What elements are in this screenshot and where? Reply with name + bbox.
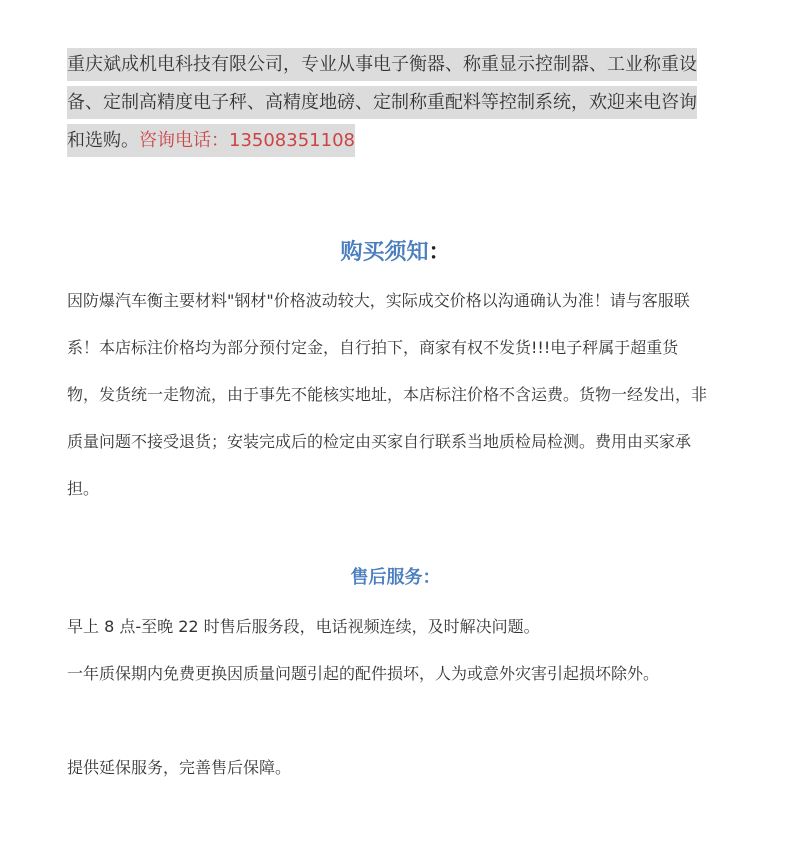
purchase-notice-colon: ： bbox=[428, 240, 451, 265]
company-intro bbox=[67, 46, 697, 160]
purchase-notice-body: 因防爆汽车衡主要材料"钢材"价格波动较大，实际成交价格以沟通确认为准！请与客服联系！本店标注价格均为部分预付定金，自行拍下，商家有权不发货!!!电子秤属于超重货物，发货统一走物流，由于事先不能核实地址，本店标注价格不含运费。货物一经发出，非质量问题不接受退货；安装完成后的检定由买家自行联系当地质检局检测。费用由买家承担。 bbox=[67, 291, 708, 498]
after-sales-item: 早上 8 点-至晚 22 时售后服务段，电话视频连续，及时解决问题。 bbox=[67, 617, 540, 636]
intro-text: 重庆斌成机电科技有限公司，专业从事电子衡器、称重显示控制器、工业称重设备、定制高精度电子秤、高精度地磅、定制称重配料等控制系统，欢迎来电咨询和选购。 bbox=[67, 54, 697, 151]
after-sales-item: 一年质保期内免费更换因质量问题引起的配件损坏，人为或意外灾害引起损坏除外。 bbox=[67, 664, 660, 683]
after-sales-heading bbox=[0, 564, 791, 592]
after-sales-colon: ： bbox=[422, 567, 441, 588]
after-sales-item: 提供延保服务，完善售后保障。 bbox=[67, 758, 292, 777]
purchase-notice-title: 购买须知 bbox=[340, 240, 429, 265]
after-sales-title: 售后服务 bbox=[350, 567, 423, 588]
phone-number: 咨询电话：13508351108 bbox=[139, 130, 355, 151]
intro-highlight bbox=[67, 48, 697, 157]
purchase-notice-heading bbox=[0, 236, 791, 270]
